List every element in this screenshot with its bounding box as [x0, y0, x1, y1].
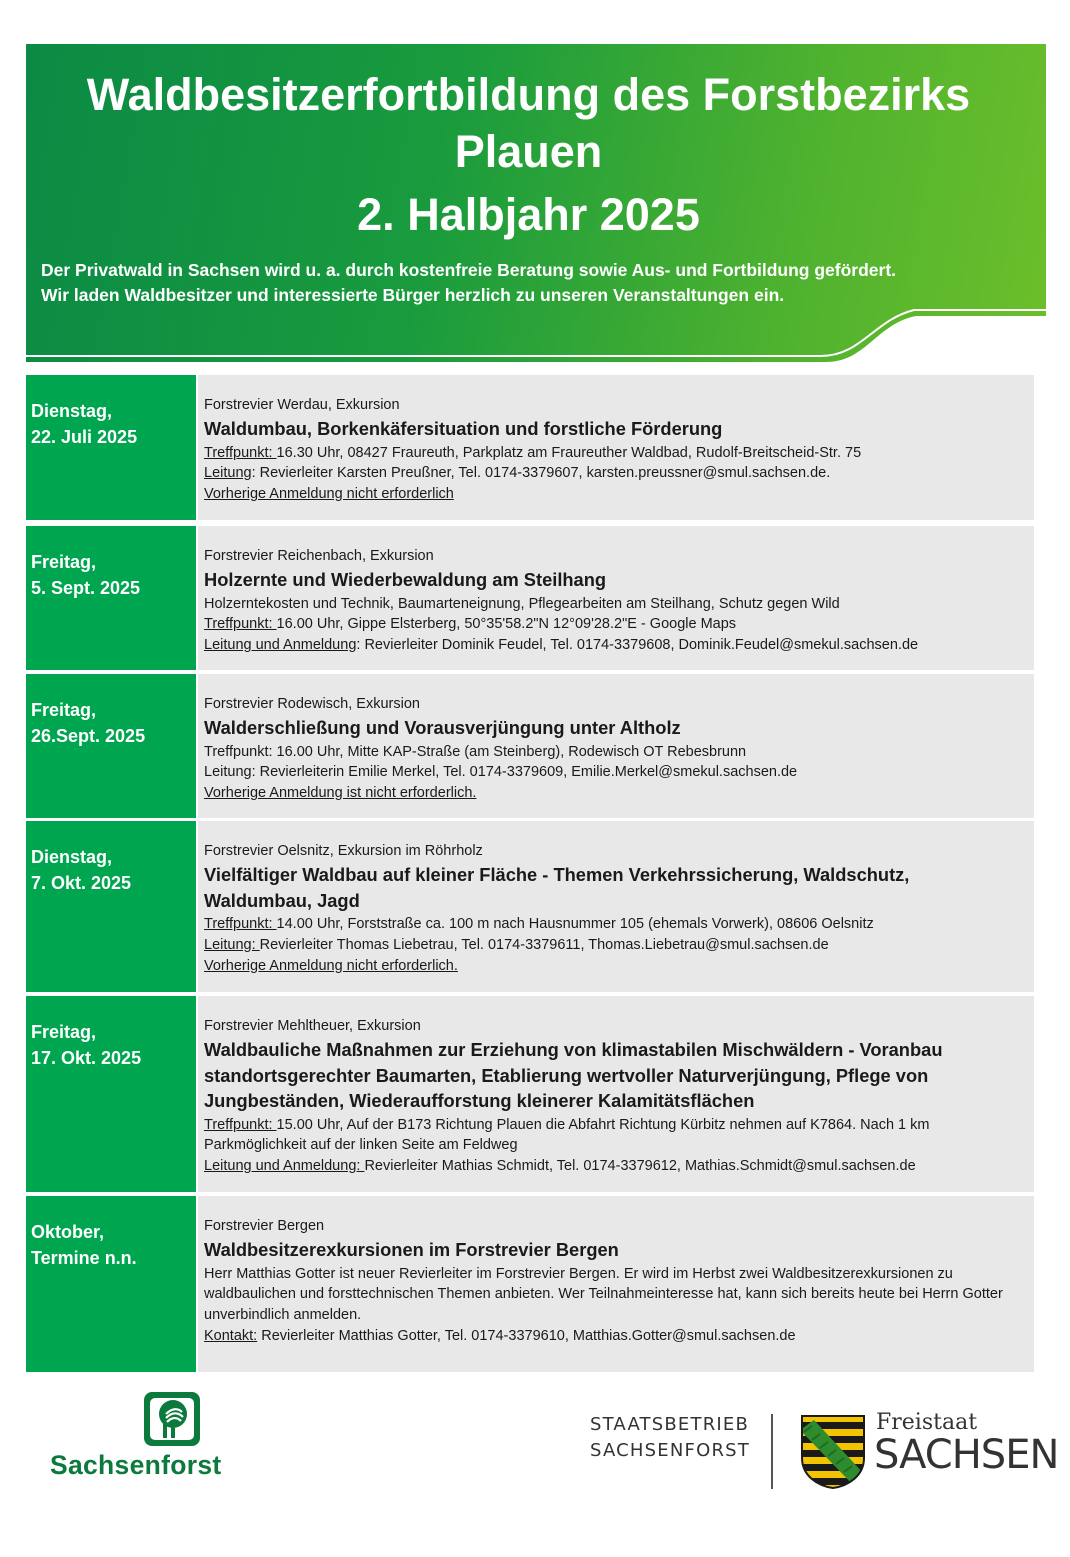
leader-text: : Revierleiter Dominik Feudel, Tel. 0174-3379608, Dominik.Feudel@smekul.sachsen.de — [356, 637, 919, 654]
intro-line-1: Der Privatwald in Sachsen wird u. a. durch kostenfreie Beratung sowie Aus- und Fortbildung gefördert. — [41, 260, 897, 280]
intro-line-2: Wir laden Waldbesitzer und interessierte Bürger herzlich zu unseren Veranstaltungen ein. — [41, 285, 785, 305]
event-weekday: Oktober, — [31, 1222, 105, 1242]
event-date — [26, 674, 196, 818]
event-row — [26, 1196, 1034, 1372]
leader-label: Leitung — [204, 465, 252, 482]
intro-text — [41, 258, 1041, 308]
event-heading: Waldumbau, Borkenkäfersituation und forstliche Förderung — [204, 418, 723, 439]
saxony-coat-of-arms-icon — [800, 1414, 866, 1490]
registration-note-label: Vorherige Anmeldung ist nicht erforderlich. — [204, 785, 477, 802]
event-details — [198, 1196, 1034, 1372]
leader-label: Leitung und Anmeldung — [204, 637, 357, 654]
event-leader — [204, 935, 1028, 956]
title-line-1: Waldbesitzerfortbildung des Forstbezirks — [86, 69, 971, 120]
event-subtitle: Forstrevier Rodewisch, Exkursion — [204, 696, 420, 712]
title-line-2: Plauen — [454, 126, 603, 177]
meeting-point-label: Treffpunkt: — [204, 916, 277, 932]
event-heading: Waldbesitzerexkursionen im Forstrevier Bergen — [204, 1239, 619, 1260]
sachsenforst-wordmark: Sachsenforst — [50, 1450, 222, 1480]
leader-text: Revierleiter Thomas Liebetrau, Tel. 0174-3379611, Thomas.Liebetrau@smul.sachsen.de — [259, 936, 829, 953]
event-details — [198, 674, 1034, 818]
event-details — [198, 526, 1034, 670]
event-subtitle: Forstrevier Werdau, Exkursion — [204, 397, 400, 413]
event-details — [198, 821, 1034, 992]
leader-label: Leitung: — [204, 936, 260, 953]
sachsenforst-logo — [50, 1390, 295, 1485]
event-weekday: Freitag, — [31, 552, 97, 572]
event-details — [198, 375, 1034, 520]
leader-label: Leitung und Anmeldung: — [204, 1158, 365, 1175]
event-weekday: Dienstag, — [31, 847, 113, 867]
event-description — [204, 1264, 1028, 1326]
event-date — [26, 996, 196, 1192]
description-text: Holzerntekosten und Technik, Baumarteneignung, Pflegearbeiten am Steilhang, Schutz gegen Wild — [204, 595, 840, 612]
footer-divider — [771, 1414, 773, 1489]
meeting-point-label: Treffpunkt: — [204, 444, 277, 461]
event-weekday: Dienstag, — [31, 401, 113, 421]
event-heading: Walderschließung und Vorausverjüngung unter Altholz — [204, 717, 681, 738]
event-day: 5. Sept. 2025 — [31, 578, 141, 598]
event-day: 17. Okt. 2025 — [31, 1048, 142, 1068]
sachsen-label: SACHSEN — [874, 1432, 1059, 1478]
event-row — [26, 996, 1034, 1192]
staatsbetrieb-line-2: SACHSENFORST — [590, 1440, 750, 1461]
meeting-point-text: 16.30 Uhr, 08427 Fraureuth, Parkplatz am Fraureuther Waldbad, Rudolf-Breitscheid-Str. 75 — [276, 444, 862, 461]
event-leader — [204, 463, 1028, 484]
event-row — [26, 526, 1034, 670]
event-meeting-point — [204, 614, 1028, 635]
meeting-point-text: Treffpunkt: 16.00 Uhr, Mitte KAP-Straße (am Steinberg), Rodewisch OT Rebesbrunn — [204, 743, 747, 760]
meeting-point-text: 14.00 Uhr, Forststraße ca. 100 m nach Hausnummer 105 (ehemals Vorwerk), 08606 Oelsnitz — [276, 916, 874, 932]
event-contact — [204, 1326, 1028, 1347]
event-heading: Holzernte und Wiederbewaldung am Steilhang — [204, 569, 607, 590]
event-weekday: Freitag, — [31, 1022, 97, 1042]
event-meeting-point — [204, 914, 1028, 935]
event-meeting-point — [204, 443, 1028, 464]
leader-text: Leitung: Revierleiterin Emilie Merkel, Tel. 0174-3379609, Emilie.Merkel@smekul.sachsen.de — [204, 764, 798, 781]
event-registration-note — [204, 484, 1028, 505]
page-title — [26, 66, 1031, 243]
meeting-point-label: Treffpunkt: — [204, 616, 277, 633]
meeting-point-text: 15.00 Uhr, Auf der B173 Richtung Plauen die Abfahrt Richtung Kürbitz nehmen auf K7864. Nach 1 km Parkmöglichkeit auf der linken Seite am Feldweg — [204, 1116, 930, 1154]
event-subtitle: Forstrevier Bergen — [204, 1218, 325, 1234]
registration-note-label: Vorherige Anmeldung nicht erforderlich — [204, 486, 454, 503]
event-details — [198, 996, 1034, 1192]
event-day: 7. Okt. 2025 — [31, 873, 132, 893]
event-row — [26, 674, 1034, 818]
event-description — [204, 594, 1028, 615]
event-date — [26, 1196, 196, 1372]
event-date — [26, 821, 196, 992]
event-registration-note — [204, 956, 1028, 977]
event-day: 22. Juli 2025 — [31, 427, 138, 447]
sachsenforst-tree-logo-icon — [142, 1390, 204, 1448]
event-row — [26, 375, 1034, 520]
event-heading: Waldbauliche Maßnahmen zur Erziehung von klimastabilen Mischwäldern - Voranbau standortsgerechter Baumarten, Etablierung wertvoller Naturverjüngung, Pflege von Jungbeständen, Wiederaufforstung kleinerer Kalamitätsflächen — [204, 1039, 943, 1111]
description-text: Herr Matthias Gotter ist neuer Revierleiter im Forstrevier Bergen. Er wird im Herbst zwei Waldbesitzerexkursionen zu waldbaulichen und forsttechnischen Themen anbieten. Wer Teilnahmeinteresse hat, kann sich bereits heute bei Herrn Gotter unverbindlich anmelden. — [204, 1265, 1003, 1324]
registration-note-label: Vorherige Anmeldung nicht erforderlich. — [204, 957, 458, 974]
event-day: Termine n.n. — [31, 1248, 137, 1268]
event-meeting-point — [204, 742, 1028, 763]
event-subtitle: Forstrevier Reichenbach, Exkursion — [204, 548, 434, 564]
event-meeting-point — [204, 1115, 1028, 1157]
event-registration-note — [204, 783, 1028, 804]
contact-text: Revierleiter Matthias Gotter, Tel. 0174-3379610, Matthias.Gotter@smul.sachsen.de — [257, 1327, 796, 1344]
staatsbetrieb-line-1: STAATSBETRIEB — [590, 1414, 750, 1435]
header-banner — [26, 44, 1046, 374]
event-leader — [204, 1156, 1028, 1177]
event-subtitle: Forstrevier Mehltheuer, Exkursion — [204, 1018, 421, 1034]
event-weekday: Freitag, — [31, 700, 97, 720]
contact-label: Kontakt: — [204, 1327, 258, 1344]
meeting-point-label: Treffpunkt: — [204, 1116, 277, 1133]
event-row — [26, 821, 1034, 992]
leader-text: Revierleiter Mathias Schmidt, Tel. 0174-3379612, Mathias.Schmidt@smul.sachsen.de — [364, 1158, 916, 1175]
event-leader — [204, 762, 1028, 783]
event-date — [26, 526, 196, 670]
event-heading: Vielfältiger Waldbau auf kleiner Fläche - Themen Verkehrssicherung, Waldschutz, Waldumbau, Jagd — [204, 864, 910, 911]
title-line-3: 2. Halbjahr 2025 — [357, 189, 700, 240]
event-leader — [204, 635, 1028, 656]
event-day: 26.Sept. 2025 — [31, 726, 146, 746]
staatsbetrieb-label — [590, 1412, 750, 1464]
event-subtitle: Forstrevier Oelsnitz, Exkursion im Röhrholz — [204, 843, 483, 859]
leader-text: : Revierleiter Karsten Preußner, Tel. 0174-3379607, karsten.preussner@smul.sachsen.de. — [251, 465, 831, 482]
freistaat-label: Freistaat — [876, 1410, 978, 1435]
meeting-point-text: 16.00 Uhr, Gippe Elsterberg, 50°35'58.2"N 12°09'28.2"E - Google Maps — [276, 616, 737, 633]
event-date — [26, 375, 196, 520]
